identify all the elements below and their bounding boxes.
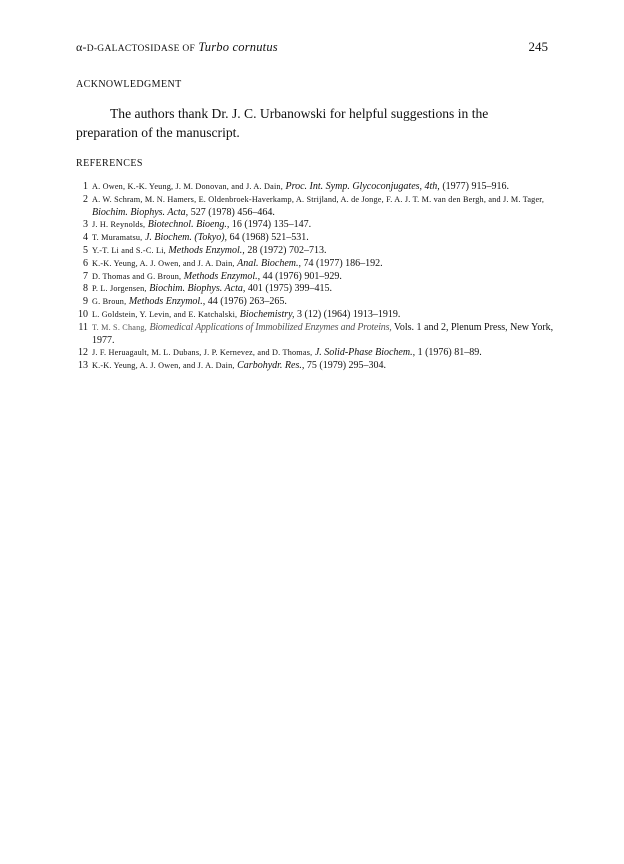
reference-text bbox=[92, 360, 386, 371]
reference-authors: T. M. S. Chang, bbox=[92, 322, 147, 332]
reference-number: 13 bbox=[78, 360, 88, 372]
reference-authors: G. Broun, bbox=[92, 297, 127, 307]
reference-item bbox=[76, 245, 556, 258]
reference-text bbox=[92, 245, 326, 256]
reference-number: 5 bbox=[83, 244, 88, 256]
reference-number: 4 bbox=[83, 232, 88, 244]
reference-authors: D. Thomas and G. Broun, bbox=[92, 271, 182, 281]
reference-details: 28 (1972) 702–713. bbox=[247, 244, 327, 256]
reference-number: 10 bbox=[78, 308, 88, 320]
reference-details: 401 (1975) 399–415. bbox=[247, 283, 333, 295]
reference-number: 12 bbox=[78, 347, 88, 359]
acknowledgment-text: The authors thank Dr. J. C. Urbanowski for helpful suggestions in the preparation of the manuscript. bbox=[76, 106, 489, 140]
reference-number: 6 bbox=[83, 257, 88, 269]
reference-journal: Anal. Biochem., bbox=[237, 257, 302, 269]
reference-number: 9 bbox=[83, 296, 88, 308]
reference-details: Vols. 1 and 2, Plenum Press, New York, 1977. bbox=[92, 321, 554, 346]
reference-item bbox=[76, 258, 556, 271]
reference-number: 8 bbox=[83, 283, 88, 295]
reference-details: 75 (1979) 295–304. bbox=[306, 360, 387, 372]
reference-item bbox=[76, 271, 556, 284]
reference-details: 527 (1978) 456–464. bbox=[190, 206, 275, 218]
reference-journal: Biomedical Applications of Immobilized Enzymes and Proteins, bbox=[149, 321, 392, 333]
reference-details: 44 (1976) 901–929. bbox=[262, 270, 342, 282]
reference-details: 74 (1977) 186–192. bbox=[303, 257, 383, 269]
running-title-caps: D-GALACTOSIDASE OF bbox=[86, 44, 196, 54]
page-number: 245 bbox=[528, 39, 548, 54]
reference-item bbox=[76, 232, 556, 245]
reference-item bbox=[76, 219, 556, 232]
reference-journal: Biochim. Biophys. Acta, bbox=[149, 283, 246, 295]
reference-text bbox=[92, 309, 400, 320]
reference-details: 1 (1976) 81–89. bbox=[417, 347, 482, 359]
reference-item bbox=[76, 181, 556, 194]
acknowledgment-heading: ACKNOWLEDGMENT bbox=[76, 79, 182, 90]
reference-authors: Y.-T. Li and S.-C. Li, bbox=[92, 245, 166, 255]
reference-number: 2 bbox=[83, 193, 88, 205]
reference-text bbox=[92, 181, 509, 192]
reference-item bbox=[76, 194, 556, 220]
references-heading: REFERENCES bbox=[76, 158, 143, 169]
reference-journal: Carbohydr. Res., bbox=[237, 360, 305, 372]
reference-number: 7 bbox=[83, 270, 88, 282]
reference-journal: Biochemistry, bbox=[239, 308, 295, 320]
reference-journal: Proc. Int. Symp. Glycoconjugates, 4th, bbox=[285, 181, 440, 192]
reference-list bbox=[76, 181, 556, 373]
reference-item bbox=[76, 322, 556, 348]
reference-text bbox=[92, 258, 383, 269]
reference-authors: A. Owen, K.-K. Yeung, J. M. Donovan, and J. A. Dain, bbox=[92, 182, 283, 191]
reference-number: 3 bbox=[83, 219, 88, 231]
reference-text bbox=[92, 271, 342, 282]
reference-authors: J. H. Reynolds, bbox=[92, 220, 146, 230]
reference-item bbox=[76, 360, 556, 373]
reference-journal: J. Biochem. (Tokyo), bbox=[144, 232, 228, 244]
reference-details: 16 (1974) 135–147. bbox=[231, 219, 312, 231]
reference-text bbox=[92, 219, 311, 230]
reference-item bbox=[76, 296, 556, 309]
reference-item bbox=[76, 347, 556, 360]
reference-authors: J. F. Heruagault, M. L. Dubans, J. P. Kernevez, and D. Thomas, bbox=[92, 348, 313, 358]
reference-details: 64 (1968) 521–531. bbox=[229, 232, 309, 244]
reference-number: 11 bbox=[78, 321, 88, 333]
reference-authors: K.-K. Yeung, A. J. Owen, and J. A. Dain, bbox=[92, 361, 235, 371]
reference-text bbox=[92, 296, 287, 307]
running-title-species: Turbo cornutus bbox=[198, 40, 278, 54]
reference-item bbox=[76, 283, 556, 296]
reference-text bbox=[92, 283, 332, 294]
reference-journal: Methods Enzymol., bbox=[168, 244, 245, 256]
reference-details: 3 (12) (1964) 1913–1919. bbox=[297, 308, 401, 320]
reference-journal: Biotechnol. Bioeng., bbox=[147, 219, 230, 231]
reference-journal: J. Solid-Phase Biochem., bbox=[314, 347, 416, 359]
running-title bbox=[76, 40, 278, 55]
reference-journal: Methods Enzymol., bbox=[183, 270, 261, 282]
reference-authors: T. Muramatsu, bbox=[92, 233, 143, 243]
reference-authors: L. Goldstein, Y. Levin, and E. Katchalski, bbox=[92, 309, 238, 319]
reference-details: (1977) 915–916. bbox=[442, 181, 509, 192]
running-head bbox=[76, 40, 548, 58]
running-title-prefix: α- bbox=[76, 40, 87, 54]
reference-number: 1 bbox=[83, 181, 88, 192]
reference-journal: Biochim. Biophys. Acta, bbox=[92, 206, 189, 218]
reference-text bbox=[92, 347, 482, 358]
reference-details: 44 (1976) 263–265. bbox=[207, 296, 287, 308]
reference-text bbox=[92, 232, 309, 243]
reference-journal: Methods Enzymol., bbox=[128, 296, 206, 308]
reference-item bbox=[76, 309, 556, 322]
reference-authors: K.-K. Yeung, A. J. Owen, and J. A. Dain, bbox=[92, 258, 235, 268]
reference-text bbox=[92, 194, 544, 218]
reference-authors: P. L. Jorgensen, bbox=[92, 284, 147, 294]
reference-authors: A. W. Schram, M. N. Hamers, E. Oldenbroek-Haverkamp, A. Strijland, A. de Jonge, F. A. J. T. M. van den Bergh, and J. M. Tager, bbox=[92, 194, 545, 204]
reference-text bbox=[92, 322, 553, 346]
